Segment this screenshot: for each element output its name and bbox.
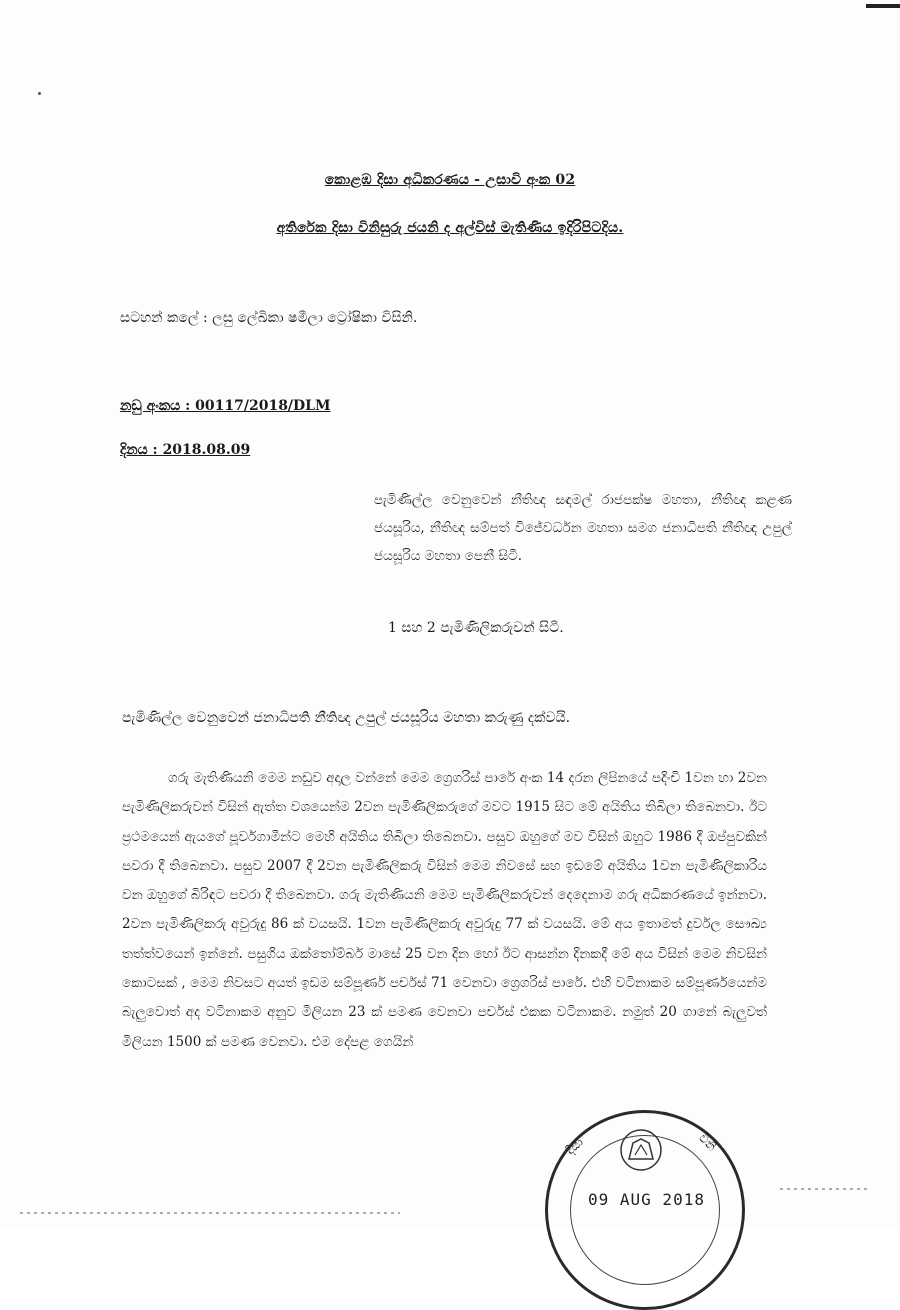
seal-left-text: දිසා — [563, 1134, 586, 1158]
case-number: නඩු අංකය : 00117/2018/DLM — [120, 398, 331, 414]
scan-corner-mark — [866, 4, 900, 8]
scan-speck — [38, 92, 41, 95]
recorded-by-line: සටහන් කලේ : ලසු ලේඛිකා ෂමීලා ට්‍රෝෂිකා විසිනි. — [120, 310, 418, 326]
submission-intro-line: පැමිණිල්ල වෙනුවෙන් ජනාධිපති නීතිඥ උපුල් ජයසූරිය මහතා කරුණු දක්වයි. — [122, 710, 571, 726]
lion-emblem-icon — [613, 1125, 669, 1175]
plaintiff-counsel-paragraph: පැමිණිල්ල වෙනුවෙන් නීතිඥ සඳමල් රාජපක්ෂ මහතා, නීතිඥ කළණ ජයසූරිය, නීතිඥ සම්පත් විජේවර්ධන මහතා සමග ජනාධිපති නීතිඥ උපුල් ජයසූරිය මහතා පෙනී සිටී. — [374, 492, 792, 564]
court-seal-stamp — [545, 1110, 745, 1310]
seal-right-text: විනි — [696, 1130, 719, 1154]
court-header: කොළඹ දිසා අධිකරණය - උසාවි අංක 02 — [324, 172, 576, 188]
scan-smudge — [780, 1188, 870, 1190]
seal-date-stamp: 09 AUG 2018 — [588, 1190, 705, 1209]
scan-smudge — [20, 1212, 400, 1214]
judge-header: අතිරේක දිසා විනිසුරු ජයනි ද අල්විස් මැතිණිය ඉදිරිපිටදිය. — [276, 220, 624, 236]
case-date: දිනය : 2018.08.09 — [120, 442, 251, 458]
plaintiffs-present-line: 1 සහ 2 පැමිණිලිකරුවන් සිටී. — [388, 620, 564, 636]
submission-body-paragraph: ගරු මැතිණියනි මෙම නඩුව අදාල වන්නේ මෙම ග්‍රෙගරිස් පාරේ අංක 14 දරන ලිපිනයේ පදිංචි 1වන හා 2වන පැමිණිලිකරුවන් විසින් ඇත්ත වශයෙන්ම 2වන පැමිණිලිකරුගේ මවට 1915 සිට මේ අයිතිය තිබිලා තිබෙනවා. ඊට ප්‍රථමයෙන් ඇයගේ පූර්වගාමීන්ට මෙහි අයිතිය තිබිලා තිබෙනවා. පසුව ඔහුගේ මව විසින් ඔහුට 1986 දී ඔප්පුවකින් පවරා දී තිබෙනවා. පසුව 2007 දී 2වන පැමිණිලිකරු විසින් මෙම නිවසේ සහ ඉඩමේ අයිතිය 1වන පැමිණිලිකාරිය වන ඔහුගේ බිරිඳට පවරා දී තිබෙනවා. ගරු මැතිණියනි මෙම පැමිණිලිකරුවන් දෙදෙනාම ගරු අධිකරණයේ ඉන්නවා. 2වන පැමිණිලිකරු අවුරුදු 86 ක් වයසයි. 1වන පැමිණිලිකරු අවුරුදු 77 ක් වයසයි. මේ අය ඉතාමත් දුර්වල සෞඛ්‍ය තත්ත්වයෙන් ඉන්නේ. පසුගිය ඔක්තෝම්බර් මාසේ 25 වන දින හෝ ඊට ආසන්න දිනකදී මේ අය විසින් මෙම නිවසින් කොටසක් , මෙම නිවසට අයත් ඉඩම සම්පූර්ණ පර්චස් 71 වෙනවා ග්‍රෙගරිස් පාරේ. එහි වටිනාකම සම්පූර්ණයෙන්ම බැලුවොත් අද වටිනාකම අනුව මිලියන 23 ක් පමණ වෙනවා පර්චස් එකක වටිනාකම. නමුත් 20 ගානේ බැලුවත් මිලියන 1500 ක් පමණ වෙනවා. එම දේපළ ගෙයින් — [122, 770, 767, 1050]
